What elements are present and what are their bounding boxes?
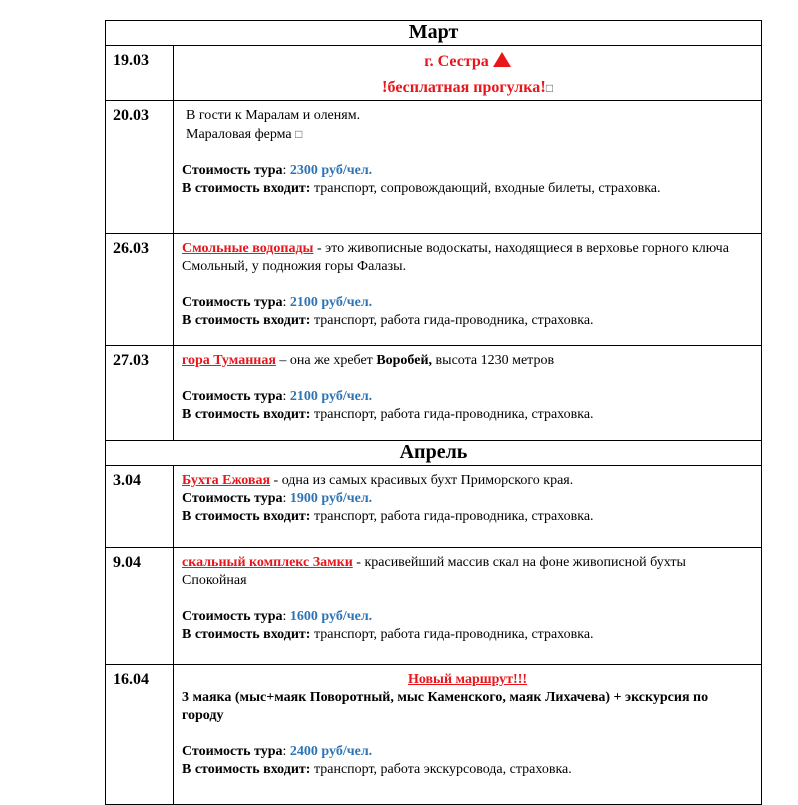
tour-title: г. Сестра	[424, 53, 489, 70]
table-row: 27.03 гора Туманная – она же хребет Воробей, высота 1230 метров Стоимость тура: 2100 руб/чел. В стоимость входит: транспорт, работа гида-проводника, страховка.	[106, 346, 762, 441]
new-route-label: Новый маршрут!!!	[407, 672, 528, 687]
row-date: 19.03	[106, 46, 174, 101]
table-row: 3.04 Бухта Ежовая - одна из самых красивых бухт Приморского края. Стоимость тура: 1900 руб/чел. В стоимость входит: транспорт, работа гида-проводника, страховка.	[106, 466, 762, 548]
exclamation-icon: !	[540, 77, 546, 96]
tour-link[interactable]: Смольные водопады	[182, 241, 314, 256]
table-row: 26.03 Смольные водопады - это живописные водоскаты, находящиеся в верховье горного ключа Смольный, у подножия горы Фалазы. Стоимость тура: 2100 руб/чел. В стоимость входит: транспорт, работа гида-проводника, страховка.	[106, 234, 762, 346]
table-row: 16.04 Новый маршрут!!! 3 маяка (мыс+маяк Поворотный, мыс Каменского, маяк Лихачева) + экскурсия по городу Стоимость тура: 2400 руб/чел. В стоимость входит: транспорт, работа экскурсовода, страховка.	[106, 665, 762, 805]
includes-text: транспорт, работа гида-проводника, страховка.	[310, 407, 594, 422]
row-date: 3.04	[106, 466, 174, 548]
includes-label: В стоимость входит:	[182, 313, 311, 328]
table-row: 20.03 В гости к Маралам и оленям. Мараловая ферма □ Стоимость тура: 2300 руб/чел. В стоимость входит: транспорт, сопровождающий, входные билеты, страховка.	[106, 101, 762, 234]
tour-price: 1900 руб/чел.	[289, 491, 373, 506]
month-title: Март	[106, 21, 762, 46]
tour-line: В гости к Маралам и оленям.	[186, 108, 361, 123]
triangle-icon	[493, 52, 511, 67]
cost-label: Стоимость тура	[182, 295, 283, 310]
tour-subtitle: бесплатная прогулка	[387, 79, 541, 96]
tour-price: 2300 руб/чел.	[289, 163, 373, 178]
includes-label: В стоимость входит:	[182, 509, 311, 524]
cost-label: Стоимость тура	[182, 491, 283, 506]
row-date: 20.03	[106, 101, 174, 234]
tour-price: 2100 руб/чел.	[289, 389, 373, 404]
includes-text: транспорт, работа гида-проводника, страховка.	[310, 313, 594, 328]
tour-link[interactable]: скальный комплекс Замки	[182, 555, 353, 570]
row-date: 16.04	[106, 665, 174, 805]
includes-text: транспорт, работа экскурсовода, страховка.	[310, 762, 572, 777]
includes-text: транспорт, сопровождающий, входные билеты, страховка.	[310, 181, 661, 196]
includes-label: В стоимость входит:	[182, 181, 311, 196]
tour-link[interactable]: гора Туманная	[182, 353, 276, 368]
tour-link[interactable]: Бухта Ежовая	[182, 473, 271, 488]
tour-price: 2100 руб/чел.	[289, 295, 373, 310]
row-date: 26.03	[106, 234, 174, 346]
includes-label: В стоимость входит:	[182, 762, 311, 777]
table-row: 9.04 скальный комплекс Замки - красивейший массив скал на фоне живописной бухты Спокойная Стоимость тура: 1600 руб/чел. В стоимость входит: транспорт, работа гида-проводника, страховка.	[106, 548, 762, 665]
schedule-table	[105, 20, 762, 805]
tour-desc: - красивейший массив скал на фоне живописной бухты Спокойная	[182, 555, 686, 588]
tour-desc: 3 маяка (мыс+маяк Поворотный, мыс Каменского, маяк Лихачева) + экскурсия по городу	[182, 690, 709, 723]
tour-desc: - это живописные водоскаты, находящиеся в верховье горного ключа Смольный, у подножия горы Фалазы.	[182, 241, 729, 274]
includes-label: В стоимость входит:	[182, 627, 311, 642]
box-glyph: □	[545, 81, 554, 95]
month-header-march	[106, 21, 762, 46]
row-date: 27.03	[106, 346, 174, 441]
month-header-april	[106, 441, 762, 466]
tour-line: Мараловая ферма	[186, 127, 292, 142]
tour-price: 1600 руб/чел.	[289, 609, 373, 624]
exclamation-icon: !	[381, 77, 388, 96]
cost-label: Стоимость тура	[182, 744, 283, 759]
box-glyph: □	[295, 127, 303, 141]
month-title: Апрель	[106, 441, 762, 466]
tour-desc: - одна из самых красивых бухт Приморского края.	[270, 473, 574, 488]
includes-text: транспорт, работа гида-проводника, страховка.	[310, 509, 594, 524]
cost-label: Стоимость тура	[182, 389, 283, 404]
table-row	[106, 46, 762, 101]
includes-text: транспорт, работа гида-проводника, страховка.	[310, 627, 594, 642]
cost-label: Стоимость тура	[182, 163, 283, 178]
row-date: 9.04	[106, 548, 174, 665]
includes-label: В стоимость входит:	[182, 407, 311, 422]
tour-price: 2400 руб/чел.	[289, 744, 373, 759]
cost-label: Стоимость тура	[182, 609, 283, 624]
